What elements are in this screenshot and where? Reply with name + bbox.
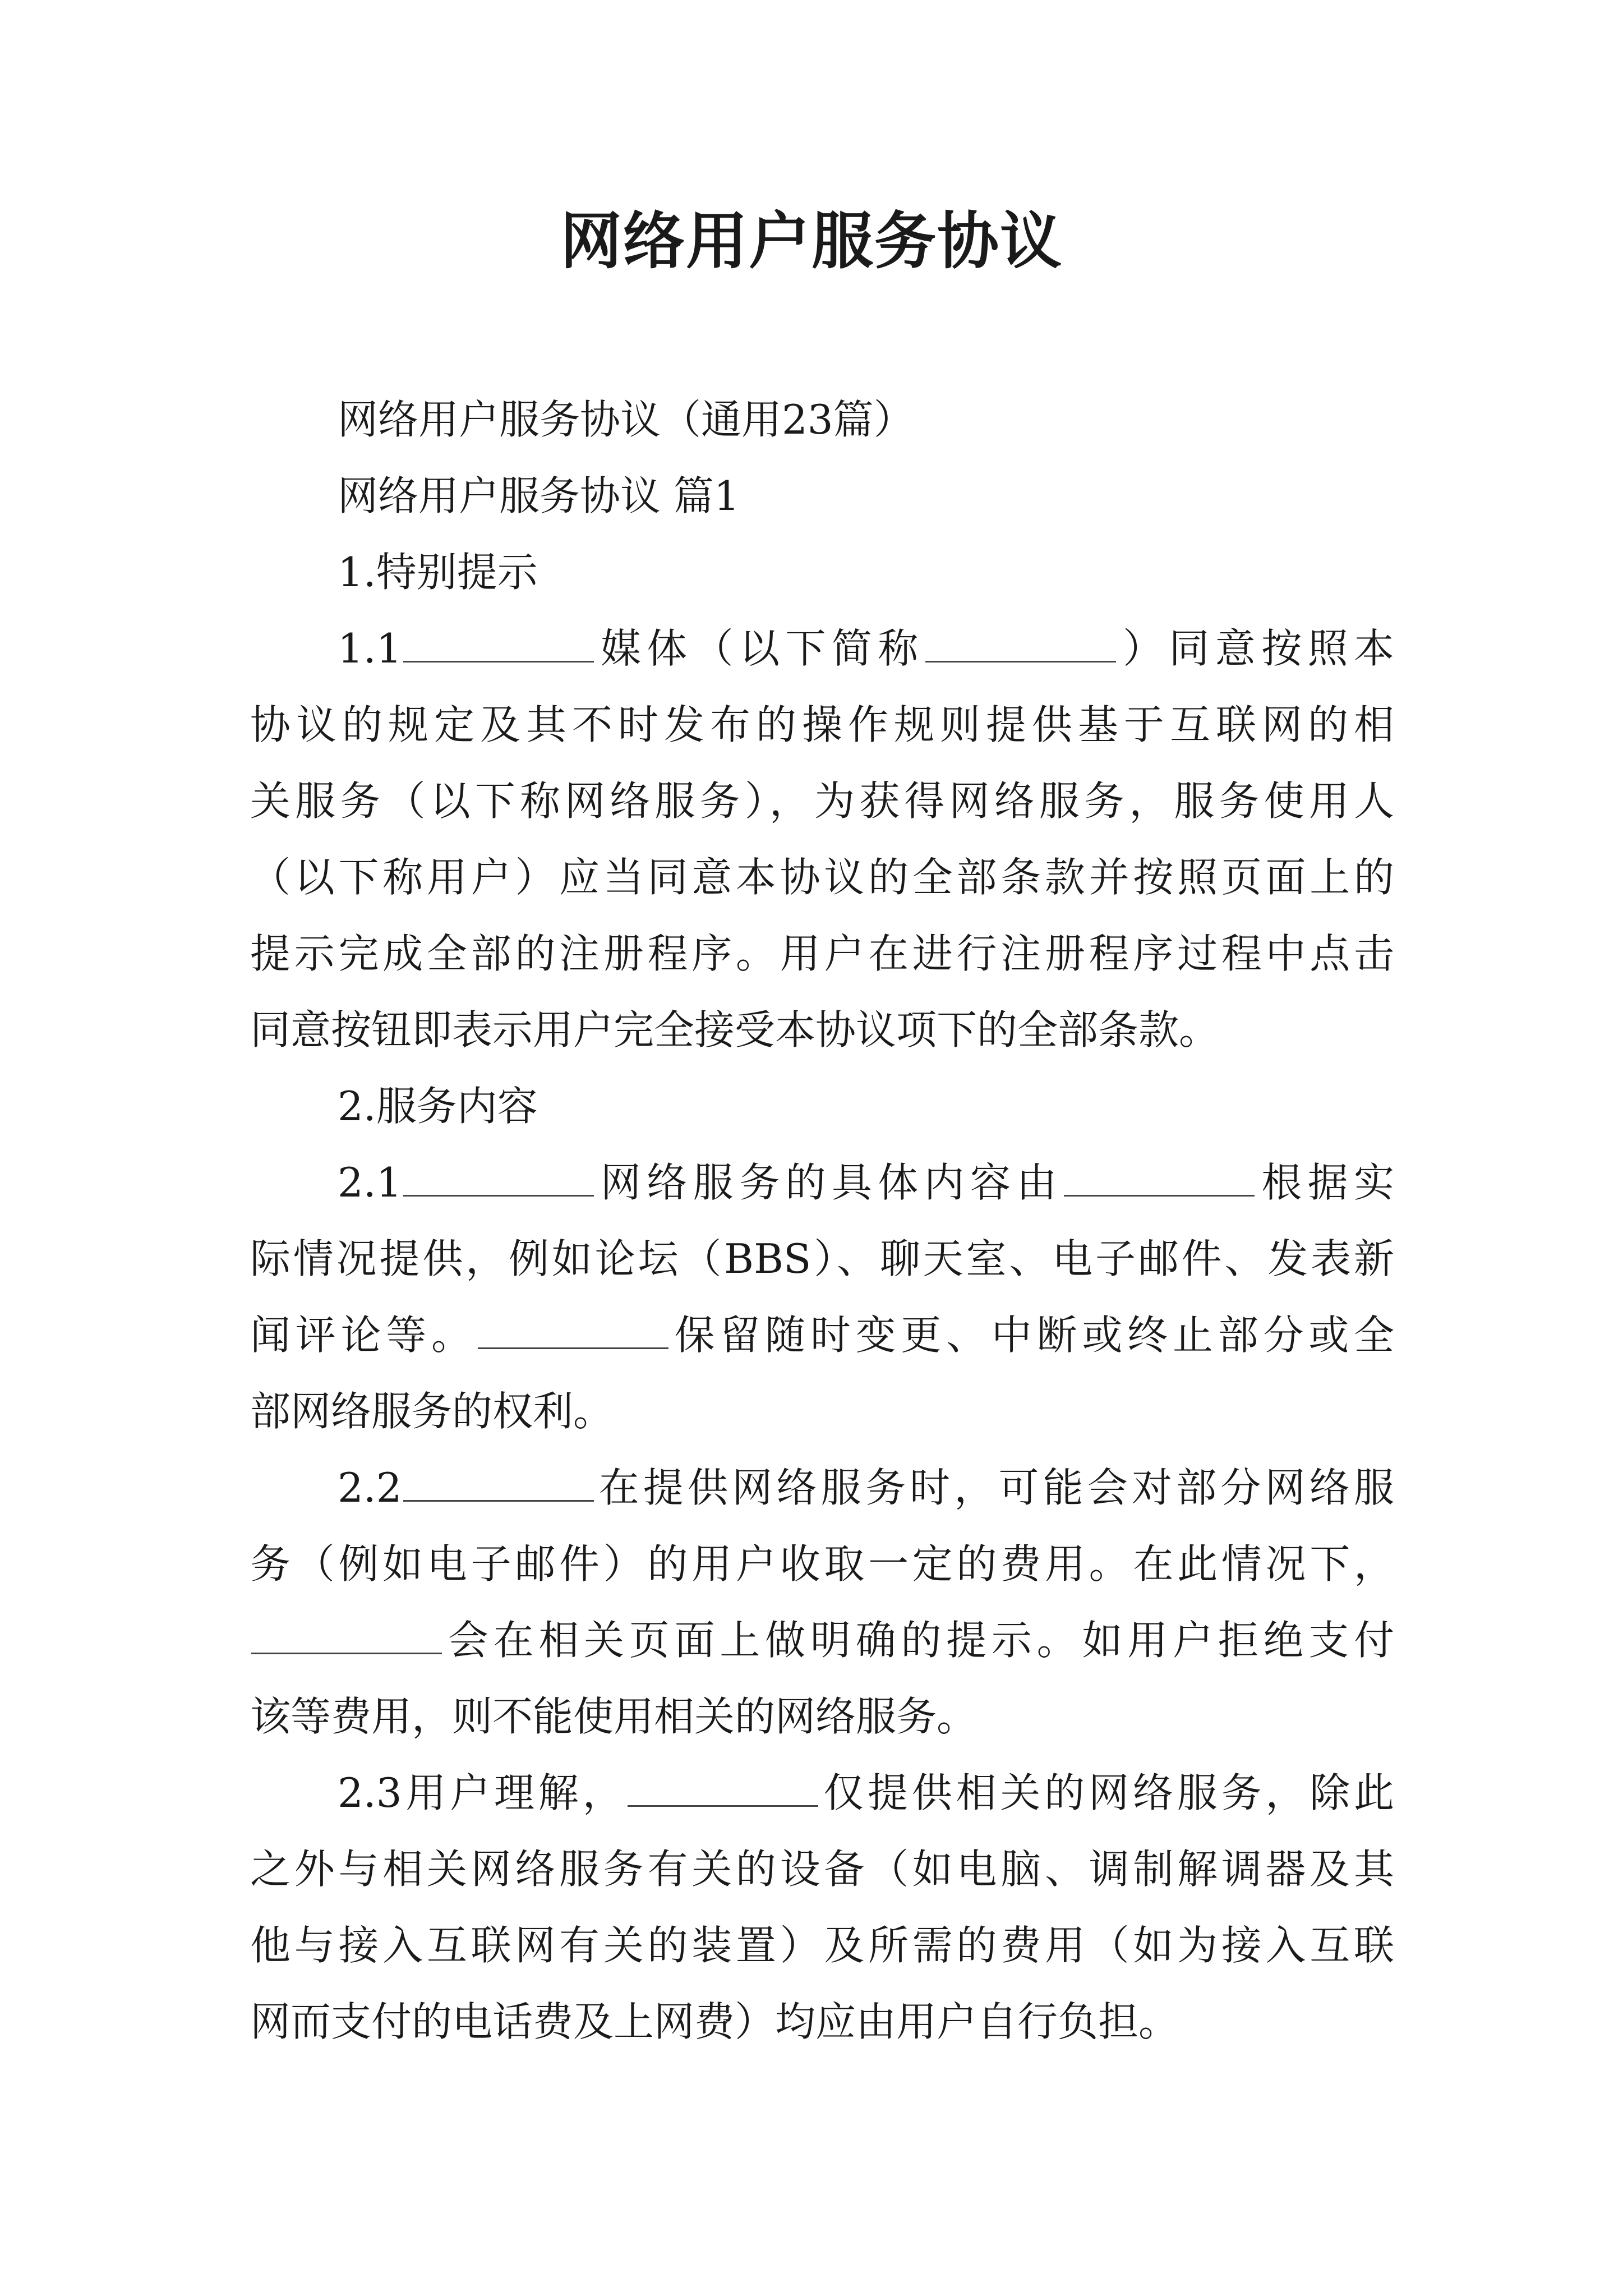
- fill-in-blank: [478, 1314, 668, 1349]
- text-segment: 他与接入互联网有关的装置）及所需的费用（如为接入互联: [250, 1922, 1394, 1969]
- fill-in-blank: [925, 627, 1116, 662]
- text-segment: 协议的规定及其不时发布的操作规则提供基于互联网的相: [250, 701, 1394, 748]
- text-line: [338, 1144, 1394, 1221]
- text-segment: 提示完成全部的注册程序。用户在进行注册程序过程中点击: [250, 930, 1394, 977]
- text-line: [250, 1221, 1394, 1297]
- text-segment: （以下称用户）应当同意本协议的全部条款并按照页面上的: [250, 854, 1394, 901]
- text-line: [338, 534, 1394, 610]
- text-line: [338, 458, 1394, 534]
- text-line: [250, 1602, 1394, 1678]
- text-line: [250, 839, 1394, 915]
- text-segment: 2.3用户理解，: [338, 1769, 627, 1816]
- text-line: [250, 1526, 1394, 1602]
- text-line: [250, 1831, 1394, 1907]
- text-line: [250, 1907, 1394, 1984]
- text-line: [250, 1297, 1394, 1373]
- text-line: [250, 1373, 1394, 1450]
- document-title: 网络用户服务协议: [560, 205, 1063, 277]
- text-segment: 际情况提供，例如论坛（BBS）、聊天室、电子邮件、发表新: [250, 1235, 1394, 1282]
- text-segment: 网络用户服务协议 篇1: [338, 472, 740, 519]
- text-segment: 2.1: [338, 1159, 402, 1206]
- text-segment: 务（例如电子邮件）的用户收取一定的费用。在此情况下，: [250, 1540, 1394, 1588]
- text-segment: 之外与相关网络服务有关的设备（如电脑、调制解调器及其: [250, 1846, 1394, 1893]
- text-segment: 会在相关页面上做明确的提示。如用户拒绝支付: [443, 1617, 1394, 1664]
- text-segment: 1.1: [338, 625, 402, 672]
- text-segment: 该等费用，则不能使用相关的网络服务。: [250, 1693, 978, 1740]
- text-segment: 网而支付的电话费及上网费）均应由用户自行负担。: [250, 1998, 1179, 2045]
- fill-in-blank: [1064, 1161, 1255, 1197]
- fill-in-blank: [628, 1772, 818, 1807]
- text-segment: 网络服务的具体内容由: [594, 1159, 1063, 1206]
- text-segment: 媒体（以下简称: [594, 625, 924, 672]
- fill-in-blank: [403, 627, 594, 662]
- text-segment: 保留随时变更、中断或终止部分或全: [669, 1312, 1394, 1359]
- text-segment: 同意按钮即表示用户完全接受本协议项下的全部条款。: [250, 1006, 1220, 1053]
- text-line: [250, 1678, 1394, 1755]
- text-segment: 在提供网络服务时，可能会对部分网络服: [594, 1464, 1394, 1511]
- text-line: [338, 381, 1394, 458]
- text-segment: 1.特别提示: [338, 549, 538, 596]
- text-line: [338, 1755, 1394, 1831]
- text-segment: 关服务（以下称网络服务），为获得网络服务，服务使用人: [250, 777, 1394, 825]
- text-segment: 部网络服务的权利。: [250, 1388, 614, 1435]
- text-line: [250, 992, 1394, 1068]
- fill-in-blank: [403, 1161, 594, 1197]
- text-segment: ）同意按照本: [1117, 625, 1394, 672]
- text-line: [250, 687, 1394, 763]
- fill-in-blank: [251, 1619, 442, 1654]
- text-line: [250, 1984, 1394, 2060]
- text-line: [250, 915, 1394, 992]
- text-segment: 网络用户服务协议（通用23篇）: [338, 396, 914, 443]
- text-segment: 2.服务内容: [338, 1083, 538, 1130]
- text-segment: 闻评论等。: [250, 1312, 477, 1359]
- text-line: [338, 1068, 1394, 1144]
- text-segment: 2.2: [338, 1464, 402, 1511]
- text-line: [338, 610, 1394, 687]
- fill-in-blank: [403, 1466, 594, 1502]
- text-segment: 根据实: [1255, 1159, 1394, 1206]
- text-segment: 仅提供相关的网络服务，除此: [819, 1769, 1394, 1816]
- text-line: [338, 1450, 1394, 1526]
- text-line: [250, 763, 1394, 839]
